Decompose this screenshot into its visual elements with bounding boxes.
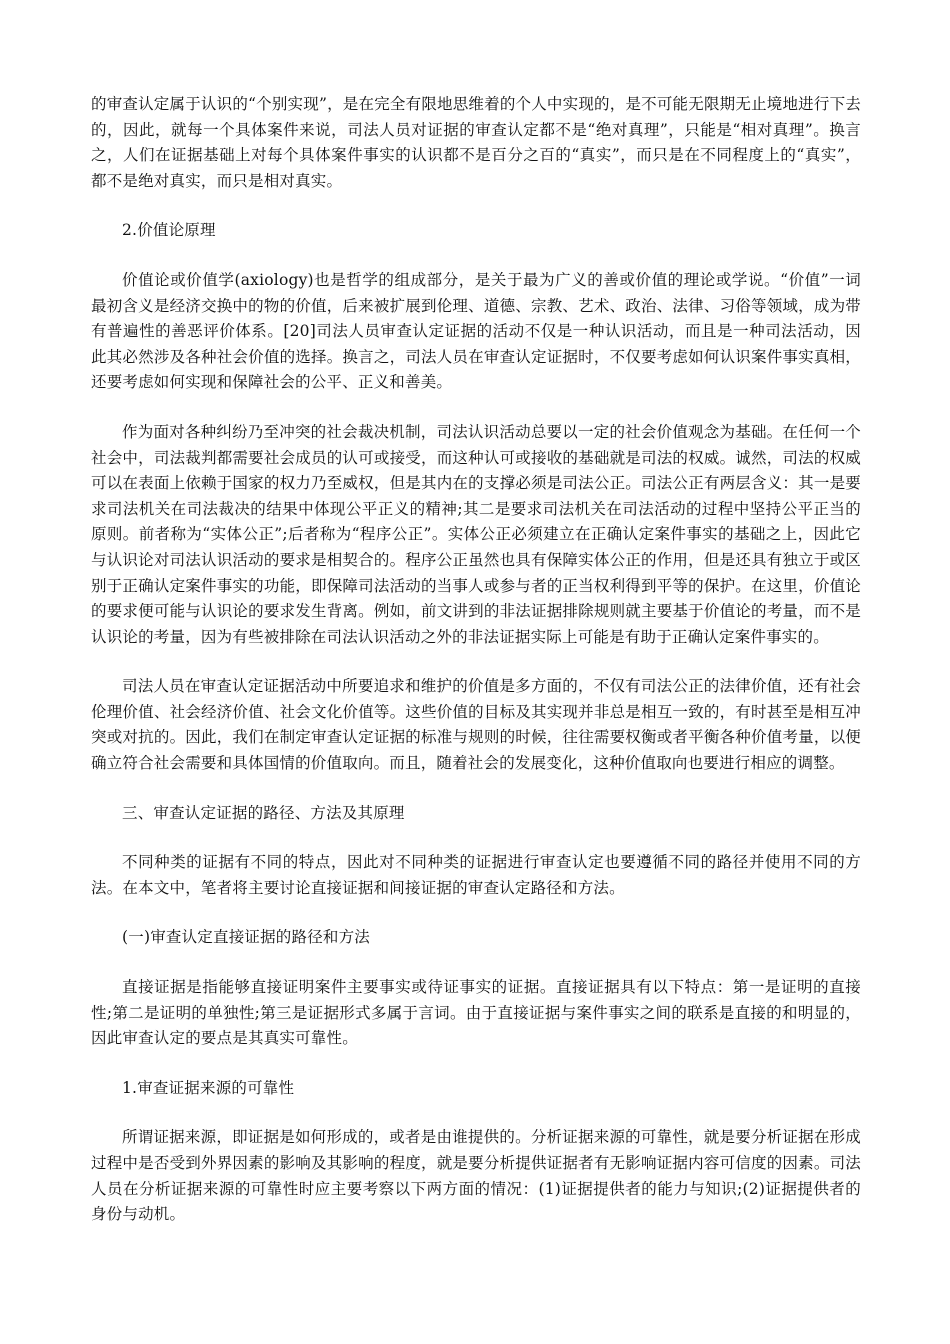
- paragraph-axiology-definition: 价值论或价值学(axiology)也是哲学的组成部分，是关于最为广义的善或价值的理论或学说。“价值”一词最初含义是经济交换中的物的价值，后来被扩展到伦理、道德、宗教、艺术、政治、法律、习俗等领域，成为带有普遍性的善恶评价体系。[20]司法人员审查认定证据的活动不仅是一种认识活动，而且是一种司法活动，因此其必然涉及各种社会价值的选择。换言之，司法人员在审查认定证据时，不仅要考虑如何认识案件事实真相，还要考虑如何实现和保障社会的公平、正义和善美。: [91, 270, 861, 392]
- heading-section-three: 三、审查认定证据的路径、方法及其原理: [122, 803, 405, 822]
- document-page: [91, 92, 861, 1252]
- heading-source-reliability: 1.审查证据来源的可靠性: [122, 1078, 295, 1097]
- heading-axiology-principle: 2.价值论原理: [122, 221, 216, 240]
- paragraph-judicial-justice: 作为面对各种纠纷乃至冲突的社会裁决机制，司法认识活动总要以一定的社会价值观念为基础。在任何一个社会中，司法裁判都需要社会成员的认可或接受，而这种认可或接收的基础就是司法的权威。诚然，司法的权威可以在表面上依赖于国家的权力乃至威权，但是其内在的支撑必须是司法公正。司法公正有两层含义：其一是要求司法机关在司法裁决的结果中体现公平正义的精神;其二是要求司法机关在司法活动的过程中坚持公平正当的原则。前者称为“实体公正”;后者称为“程序公正”。实体公正必须建立在正确认定案件事实的基础之上，因此它与认识论对司法认识活动的要求是相契合的。程序公正虽然也具有保障实体公正的作用，但是还具有独立于或区别于正确认定案件事实的功能，即保障司法活动的当事人或参与者的正当权利得到平等的保护。在这里，价值论的要求便可能与认识论的要求发生背离。例如，前文讲到的非法证据排除规则就主要基于价值论的考量，而不是认识论的考量，因为有些被排除在司法认识活动之外的非法证据实际上可能是有助于正确认定案件事实的。: [91, 422, 861, 646]
- heading-direct-evidence: (一)审查认定直接证据的路径和方法: [122, 928, 370, 947]
- paragraph-epistemology-conclusion: 的审查认定属于认识的“个别实现”，是在完全有限地思维着的个人中实现的，是不可能无限期无止境地进行下去的，因此，就每一个具体案件来说，司法人员对证据的审查认定都不是“绝对真理”，只能是“相对真理”。换言之，人们在证据基础上对每个具体案件事实的认识都不是百分之百的“真实”，而只是在不同程度上的“真实”，都不是绝对真实，而只是相对真实。: [91, 95, 861, 190]
- paragraph-multiple-values: 司法人员在审查认定证据活动中所要追求和维护的价值是多方面的，不仅有司法公正的法律价值，还有社会伦理价值、社会经济价值、社会文化价值等。这些价值的目标及其实现并非总是相互一致的，有时甚至是相互冲突或对抗的。因此，我们在制定审查认定证据的标准与规则的时候，往往需要权衡或者平衡各种价值考量，以便确立符合社会需要和具体国情的价值取向。而且，随着社会的发展变化，这种价值取向也要进行相应的调整。: [91, 677, 861, 773]
- paragraph-source-reliability: 所谓证据来源，即证据是如何形成的，或者是由谁提供的。分析证据来源的可靠性，就是要分析证据在形成过程中是否受到外界因素的影响及其影响的程度，就是要分析提供证据者有无影响证据内容可信度的因素。司法人员在分析证据来源的可靠性时应主要考察以下两方面的情况：(1)证据提供者的能力与知识;(2)证据提供者的身份与动机。: [91, 1128, 861, 1224]
- paragraph-section-three-intro: 不同种类的证据有不同的特点，因此对不同种类的证据进行审查认定也要遵循不同的路径并使用不同的方法。在本文中，笔者将主要讨论直接证据和间接证据的审查认定路径和方法。: [91, 853, 861, 897]
- paragraph-direct-evidence-definition: 直接证据是指能够直接证明案件主要事实或待证事实的证据。直接证据具有以下特点：第一是证明的直接性;第二是证明的单独性;第三是证据形式多属于言词。由于直接证据与案件事实之间的联系是直接的和明显的，因此审查认定的要点是其真实可靠性。: [91, 978, 861, 1048]
